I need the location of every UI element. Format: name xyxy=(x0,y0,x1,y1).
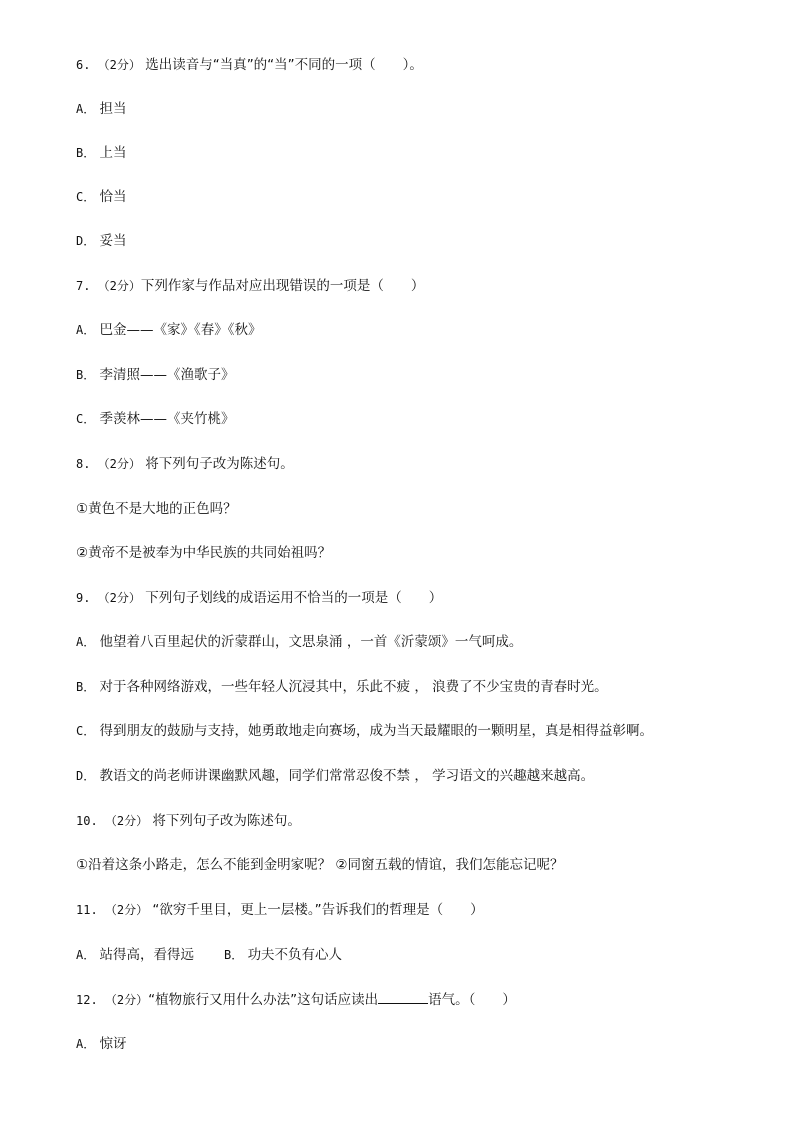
option-label: B． xyxy=(76,368,96,382)
sentence-1: ①黄色不是大地的正色吗？ xyxy=(76,501,237,517)
option-text: 上当 xyxy=(99,145,127,161)
question-8 xyxy=(76,454,774,474)
option-a xyxy=(76,99,774,119)
question-text-after: 语气。（ ） xyxy=(428,992,516,1008)
option-b xyxy=(76,143,774,163)
option-label: B． xyxy=(76,146,96,160)
sentence-2: ②黄帝不是被奉为中华民族的共同始祖吗？ xyxy=(76,545,332,561)
option-d xyxy=(76,766,774,786)
option-text: 站得高，看得远 xyxy=(99,947,195,963)
question-number: 9. （2分） xyxy=(76,591,141,605)
inline-options xyxy=(76,945,774,965)
option-b xyxy=(76,677,774,697)
question-text: 将下列句子改为陈述句。 xyxy=(140,456,294,472)
option-text: 巴金——《家》《春》《秋》 xyxy=(99,322,262,338)
option-b xyxy=(76,365,774,385)
option-c xyxy=(76,187,774,207)
question-number: 6. （2分） xyxy=(76,58,141,72)
option-label: A． xyxy=(76,635,96,649)
option-text: 担当 xyxy=(99,101,127,117)
question-12 xyxy=(76,989,774,1010)
option-a xyxy=(76,320,774,340)
option-text: 功夫不负有心人 xyxy=(247,947,343,963)
question-text: 将下列句子改为陈述句。 xyxy=(148,813,301,829)
option-c xyxy=(76,721,774,741)
question-number: 12. （2分） xyxy=(76,993,149,1007)
option-text: 他望着八百里起伏的沂蒙群山，文思泉涌 ，一首《沂蒙颂》一气呵成。 xyxy=(99,634,523,650)
option-text: 教语文的尚老师讲课幽默风趣，同学们常常忍俊不禁 ， 学习语文的兴趣越来越高。 xyxy=(99,768,595,784)
question-number: 11. （2分） xyxy=(76,903,149,917)
option-c xyxy=(76,409,774,429)
question-text: 下列句子划线的成语运用不恰当的一项是（ ） xyxy=(140,590,443,606)
question-6 xyxy=(76,55,774,75)
option-label: B． xyxy=(224,948,244,962)
question-9 xyxy=(76,588,774,608)
option-label: D． xyxy=(76,234,96,248)
sentence-1: ①沿着这条小路走，怎么不能到金明家呢？ ②同窗五载的情谊，我们怎能忘记呢？ xyxy=(76,857,564,873)
option-label: C． xyxy=(76,190,96,204)
option-label: C． xyxy=(76,724,96,738)
option-label: A． xyxy=(76,323,96,337)
question-text-before: “植物旅行又用什么办法”这句话应读出 xyxy=(148,992,379,1008)
question-number: 10. （2分） xyxy=(76,814,149,828)
answer-blank[interactable] xyxy=(378,989,428,1004)
question-text: “欲穷千里目，更上一层楼。”告诉我们的哲理是（ ） xyxy=(148,902,484,918)
option-a xyxy=(76,632,774,652)
option-text: 恰当 xyxy=(99,189,127,205)
option-label: B． xyxy=(76,680,96,694)
option-label: A． xyxy=(76,1037,96,1051)
question-text: 选出读音与“当真”的“当”不同的一项（ ）。 xyxy=(140,57,423,73)
option-a xyxy=(76,1034,774,1054)
option-label: D． xyxy=(76,769,96,783)
question-number: 7. （2分） xyxy=(76,279,141,293)
option-d xyxy=(76,231,774,251)
option-text: 得到朋友的鼓励与支持，她勇敢地走向赛场，成为当天最耀眼的一颗明星，真是相得益彰啊。 xyxy=(99,723,654,739)
option-label: A． xyxy=(76,102,96,116)
option-text: 季羡林——《夹竹桃》 xyxy=(99,411,235,427)
question-text: 下列作家与作品对应出现错误的一项是（ ） xyxy=(140,278,425,294)
option-text: 妥当 xyxy=(99,233,127,249)
question-10 xyxy=(76,811,774,831)
option-label: C． xyxy=(76,412,96,426)
question-7 xyxy=(76,276,774,296)
option-label: A． xyxy=(76,948,96,962)
option-text: 对于各种网络游戏，一些年轻人沉浸其中，乐此不疲 ， 浪费了不少宝贵的青春时光。 xyxy=(99,679,608,695)
option-text: 惊讶 xyxy=(99,1036,127,1052)
question-number: 8. （2分） xyxy=(76,457,141,471)
option-text: 李清照——《渔歌子》 xyxy=(99,367,235,383)
question-11 xyxy=(76,900,774,920)
